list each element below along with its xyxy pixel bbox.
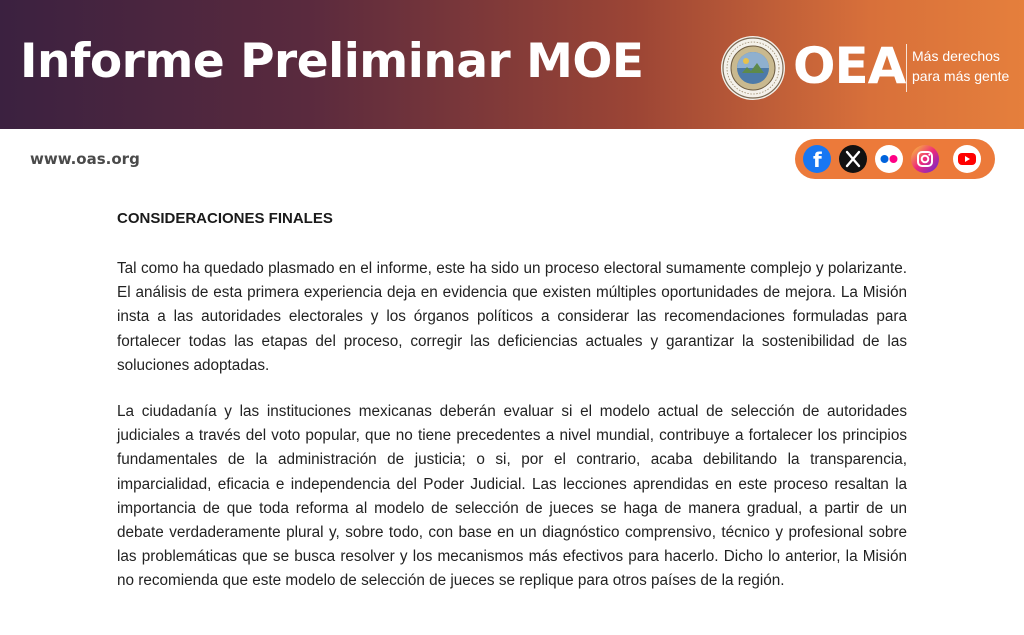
svg-text:f: f [813,148,822,172]
tagline-line-1: Más derechos [912,48,1000,64]
page-title: Informe Preliminar MOE [20,34,644,89]
website-link[interactable]: www.oas.org [30,150,140,168]
facebook-icon[interactable] [803,145,831,173]
oas-seal-icon [720,35,786,101]
header-banner [0,0,1024,129]
paragraph-1: Tal como ha quedado plasmado en el informe, este ha sido un proceso electoral sumamente complejo y polarizante. El análisis de esta primera experiencia deja en evidencia que existen múltiples oportunidades de mejora. La Misión insta a las autoridades electorales y los órganos políticos a considerar las recomendaciones formuladas para fortalecer todas las etapas del proceso, corregir las deficiencias actuales y garantizar la sostenibilidad de las soluciones adoptadas. [117,260,907,374]
tagline-line-2: para más gente [912,68,1010,84]
social-media-bar [795,139,995,179]
section-heading: CONSIDERACIONES FINALES [117,210,333,227]
x-icon[interactable] [839,145,867,173]
instagram-icon[interactable] [911,145,939,173]
brand-divider [906,44,907,92]
youtube-icon[interactable] [953,145,981,173]
flickr-icon[interactable] [875,145,903,173]
brand-tagline [912,46,1022,86]
paragraph-2: La ciudadanía y las instituciones mexicanas deberán evaluar si el modelo actual de selección de autoridades judiciales a través del voto popular, que no tiene precedentes a nivel mundial, contribuye a fortalecer los principios fundamentales de la administración de justicia; o si, por el contrario, acaba debilitando la transparencia, imparcialidad, eficacia e independencia del Poder Judicial. Las lecciones aprendidas en este proceso resaltan la importancia de que toda reforma al modelo de selección de jueces se haga de manera gradual, a partir de un debate verdaderamente plural y, sobre todo, con base en un diagnóstico comprensivo, técnico y profesional sobre las problemáticas que se busca resolver y los mecanismos más efectivos para hacerlo. Dicho lo anterior, la Misión no recomienda que este modelo de selección de jueces se replique para otros países de la región. [117,403,907,590]
brand-name: OEA [793,37,906,95]
